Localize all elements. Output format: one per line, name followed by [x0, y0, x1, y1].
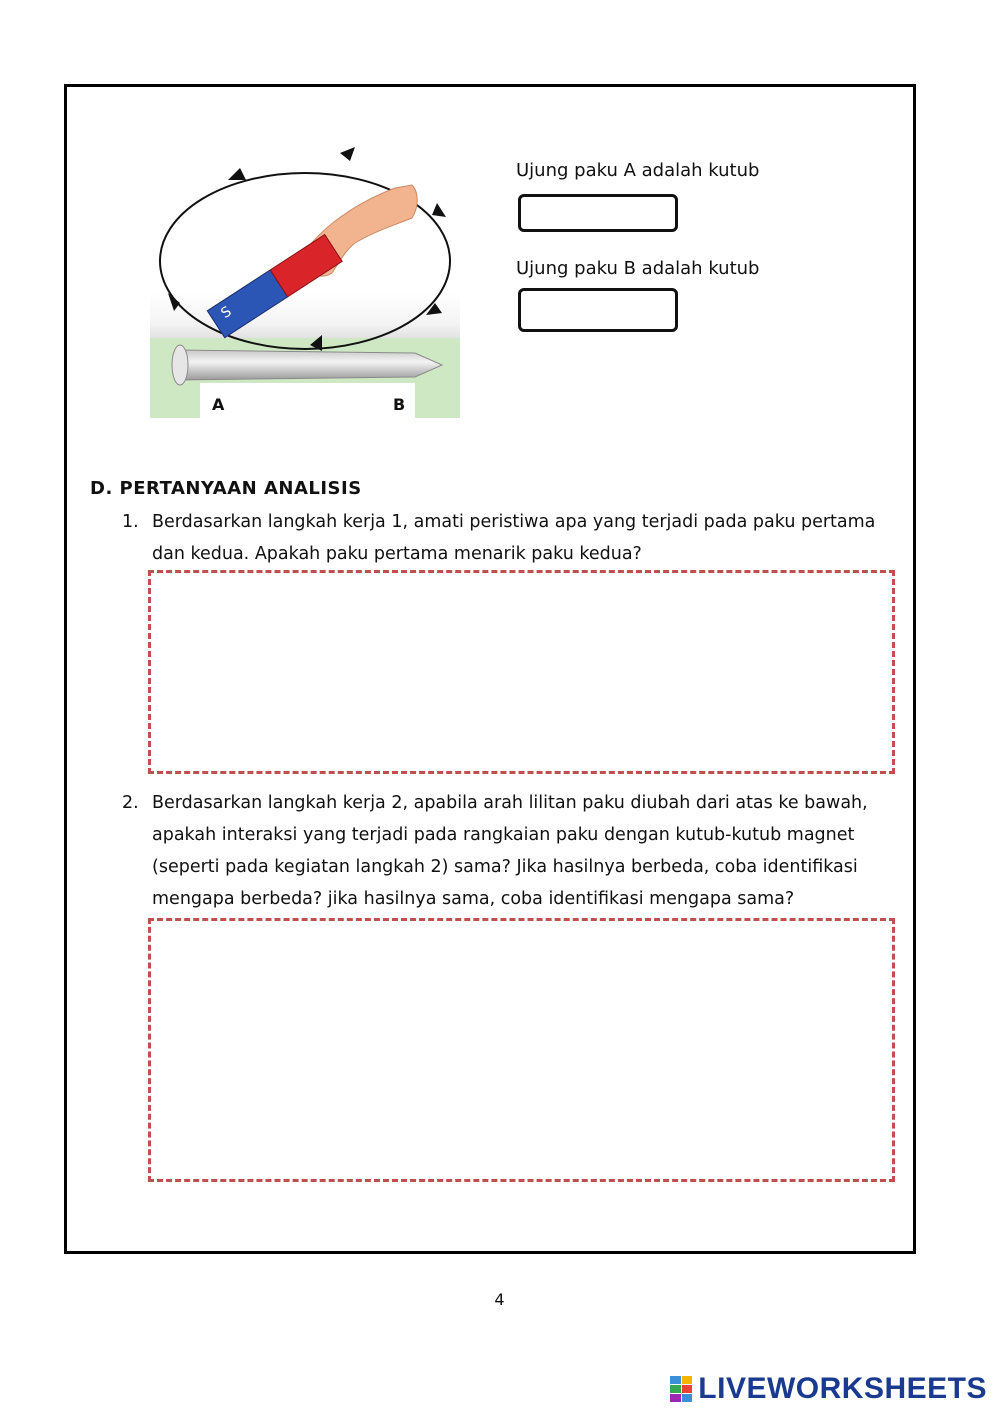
magnet-pole-label: S — [218, 303, 235, 322]
question-1-number: 1. — [122, 512, 139, 532]
question-2-line: Berdasarkan langkah kerja 2, apabila arah lilitan paku diubah dari atas ke bawah, — [152, 793, 868, 813]
nail-end-a-label: A — [212, 395, 225, 414]
nail-end-b-label: B — [393, 395, 406, 414]
magnet-illustration — [150, 133, 460, 418]
question-1 — [122, 506, 897, 570]
magnet-nail-figure — [150, 133, 460, 418]
brand-text: LIVEWORKSHEETS — [698, 1372, 987, 1405]
question-2-number: 2. — [122, 793, 139, 813]
question-2 — [122, 787, 897, 915]
question-2-line: apakah interaksi yang terjadi pada rangkaian paku dengan kutub-kutub magnet — [152, 825, 855, 845]
question-2-line: mengapa berbeda? jika hasilnya sama, coba identifikasi mengapa sama? — [152, 889, 795, 909]
liveworksheets-brand — [670, 1372, 987, 1406]
answer-a-input[interactable] — [518, 194, 678, 232]
question-1-line: dan kedua. Apakah paku pertama menarik paku kedua? — [152, 544, 642, 564]
answer-2-box[interactable] — [148, 918, 895, 1182]
question-1-line: Berdasarkan langkah kerja 1, amati peristiwa apa yang terjadi pada paku pertama — [152, 512, 876, 532]
section-heading: D. PERTANYAAN ANALISIS — [90, 478, 362, 499]
question-a-label: Ujung paku A adalah kutub — [516, 160, 760, 181]
question-2-line: (seperti pada kegiatan langkah 2) sama? Jika hasilnya berbeda, coba identifikasi — [152, 857, 858, 877]
brand-logo-icon — [670, 1376, 692, 1402]
answer-b-input[interactable] — [518, 288, 678, 332]
question-b-label: Ujung paku B adalah kutub — [516, 258, 760, 279]
page-number: 4 — [494, 1290, 505, 1309]
answer-1-box[interactable] — [148, 570, 895, 774]
